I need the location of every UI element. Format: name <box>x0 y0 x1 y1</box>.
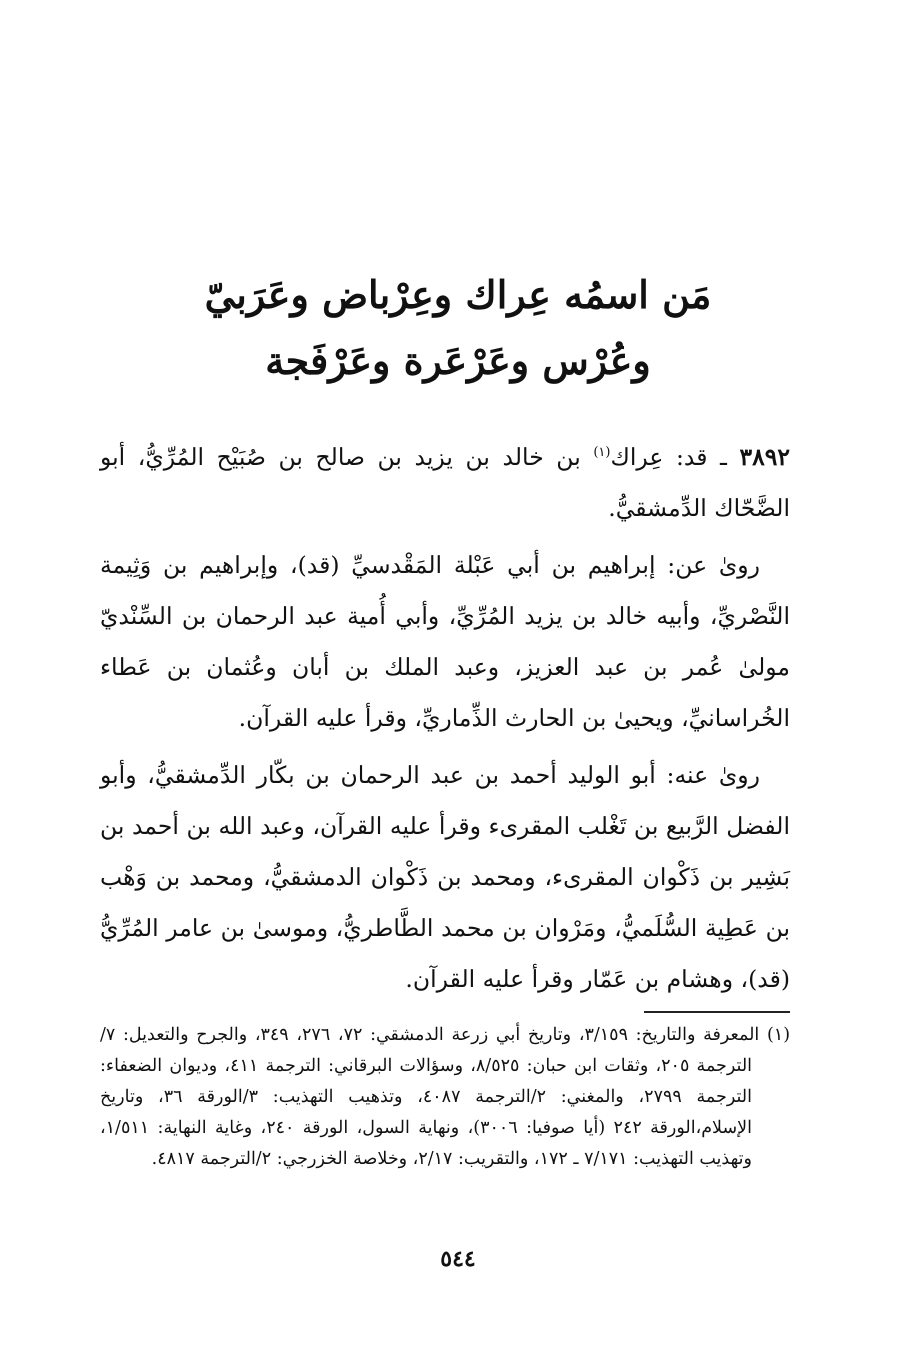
entry-number: ٣٨٩٢ <box>739 443 791 471</box>
footnote-separator <box>644 1011 790 1013</box>
entry-rest: بن خالد بن يزيد بن صالح بن صُبَيْح المُرِّيُّ، أبو الضَّحّاك الدِّمشقيُّ. <box>100 443 790 522</box>
footnote-section <box>100 1020 790 1175</box>
footnote-text: (١) المعرفة والتاريخ: ٣/١٥٩، وتاريخ أبي زرعة الدمشقي: ٧٢، ٢٧٦، ٣٤٩، والجرح والتعديل: ٧/الترجمة ٢٠٥، وثقات ابن حبان: ٨/٥٢٥، وسؤالات البرقاني: الترجمة ٤١١، وديوان الضعفاء: الترجمة ٢٧٩٩، والمغني: ٢/الترجمة ٤٠٨٧، وتذهيب التهذيب: ٣/الورقة ٣٦، وتاريخ الإسلام،الورقة ٢٤٢ (أيا صوفيا: ٣٠٠٦)، ونهاية السول، الورقة ٢٤٠، وغاية النهاية: ١/٥١١، وتهذيب التهذيب: ٧/١٧١ ـ ١٧٢، والتقريب: ٢/١٧، وخلاصة الخزرجي: ٢/الترجمة ٤٨١٧. <box>100 1025 791 1169</box>
entry-head: ـ قد: عِراك <box>610 443 740 471</box>
narrated-by-paragraph: روىٰ عنه: أبو الوليد أحمد بن عبد الرحمان بن بكّار الدِّمشقيُّ، وأبو الفضل الرَّبيع بن تَغْلب المقرىء وقرأ عليه القرآن، وعبد الله بن أحمد بن بَشِير بن ذَكْوان المقرىء، ومحمد بن ذَكْوان الدمشقيُّ، ومحمد بن وَهْب بن عَطِية السُّلَميُّ، ومَرْوان بن محمد الطَّاطريُّ، وموسىٰ بن عامر المُرِّيُّ (قد)، وهشام بن عَمّار وقرأ عليه القرآن. <box>100 761 790 993</box>
main-text <box>100 432 790 1011</box>
chapter-title <box>150 262 766 394</box>
entry-header-paragraph <box>100 432 790 534</box>
chapter-title-line-1: مَن اسمُه عِراك وعِرْباض وعَرَبيّ <box>204 272 712 317</box>
chapter-title-line-2: وعُرْس وعَرْعَرة وعَرْفَجة <box>265 338 651 383</box>
page-number: ٥٤٤ <box>440 1246 476 1272</box>
footnote-reference[interactable]: (١) <box>593 445 611 461</box>
narrated-from-paragraph: روىٰ عن: إبراهيم بن أبي عَبْلة المَقْدسيِّ (قد)، وإبراهيم بن وَثِيمة النَّصْريِّ، وأبيه خالد بن يزيد المُرِّيِّ، وأبي أُمية عبد الرحمان بن السِّنْديّ مولىٰ عُمر بن عبد العزيز، وعبد الملك بن أبان وعُثمان بن عَطاء الخُراسانيِّ، ويحيىٰ بن الحارث الذِّماريِّ، وقرأ عليه القرآن. <box>100 551 790 732</box>
